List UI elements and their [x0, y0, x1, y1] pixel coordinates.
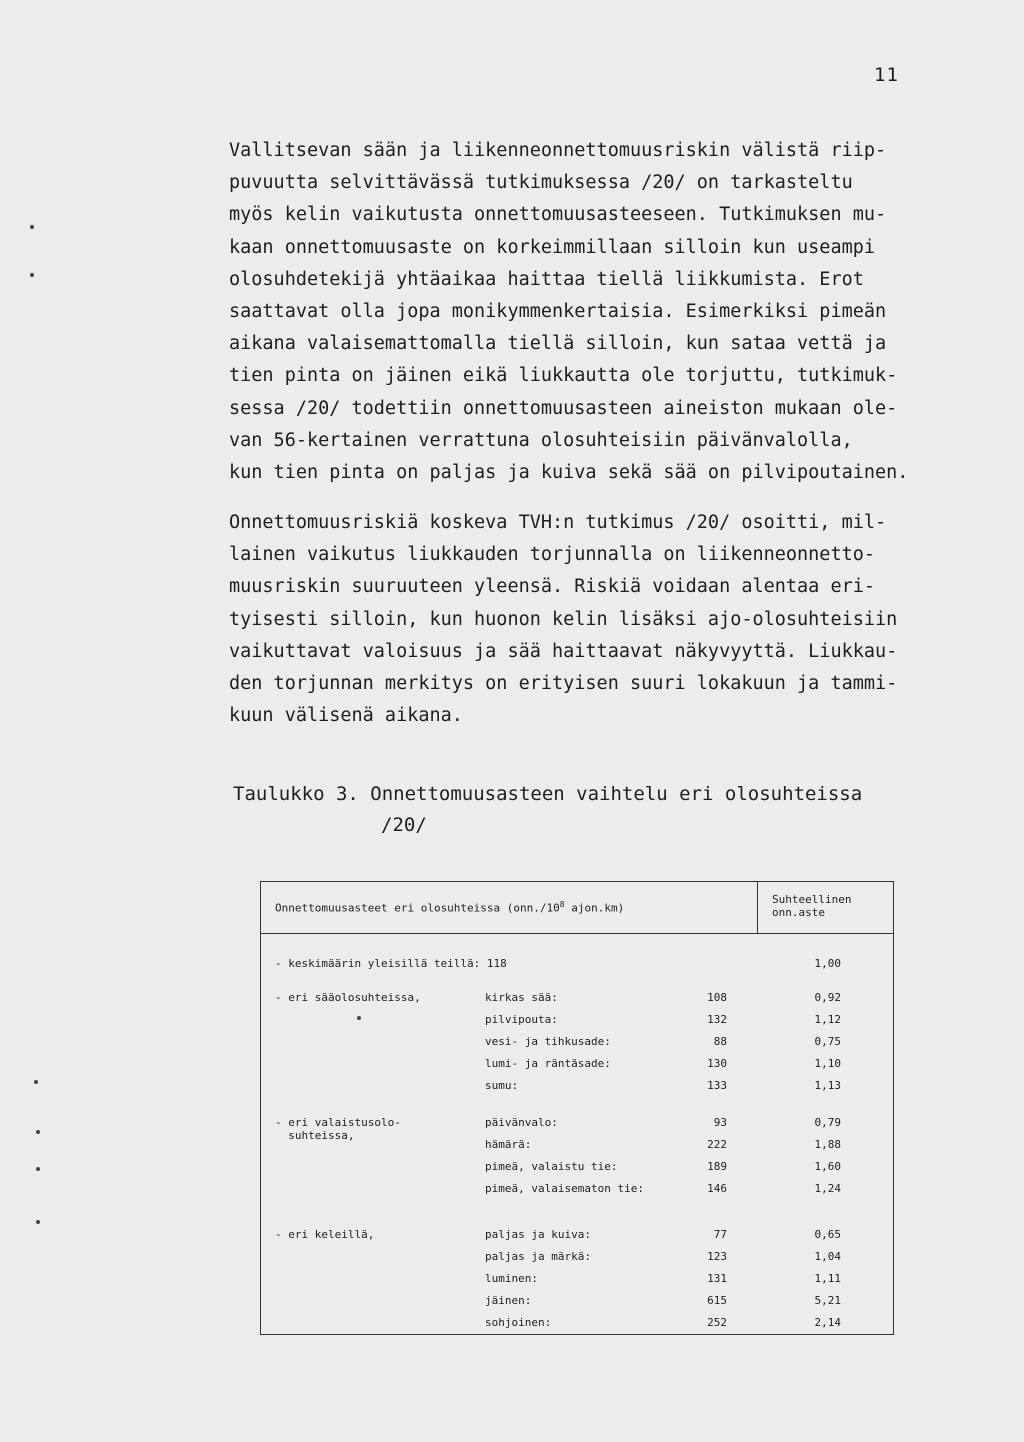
speck	[30, 273, 34, 277]
row-rate-value: 146	[707, 1182, 727, 1195]
row-condition-name: lumi- ja räntäsade:	[485, 1057, 611, 1070]
table-caption	[233, 779, 862, 841]
relative-rate-cell: 1,13	[814, 1079, 841, 1092]
relative-rate-cell: 5,21	[814, 1294, 841, 1307]
paragraph-line: tien pinta on jäinen eikä liukkautta ole torjuttu, tutkimuk-	[229, 365, 898, 387]
row-condition-name: vesi- ja tihkusade:	[485, 1035, 611, 1048]
row-condition-name: sohjoinen:	[485, 1316, 552, 1329]
relative-rate-cell: 2,14	[814, 1316, 841, 1329]
row-rate-value: 93	[713, 1116, 727, 1129]
relative-rate-cell: 1,00	[814, 957, 841, 970]
group-label: - eri keleillä,	[275, 1228, 375, 1241]
row-rate-value: 252	[707, 1316, 727, 1329]
caption-reference: /20/	[381, 814, 427, 836]
header-unit: ajon.km)	[564, 901, 625, 915]
row-condition-name: kirkas sää:	[485, 991, 558, 1004]
paragraph-line: kuun välisenä aikana.	[229, 705, 463, 727]
speck	[357, 1016, 361, 1020]
paragraph-line: muusriskin suuruuteen yleensä. Riskiä voidaan alentaa eri-	[229, 576, 876, 598]
speck	[36, 1130, 40, 1134]
row-condition-name: hämärä:	[485, 1138, 532, 1151]
paragraph-line: Vallitsevan sään ja liikenneonnettomuusriskin välistä riip-	[229, 140, 887, 161]
row-rate-value: 131	[707, 1272, 727, 1285]
speck	[36, 1167, 40, 1171]
group-label: - eri valaistusolo- suhteissa,	[275, 1116, 401, 1142]
relative-rate-cell: 1,60	[814, 1160, 841, 1173]
row-condition-name: päivänvalo:	[485, 1116, 558, 1129]
row-rate-value: 133	[707, 1079, 727, 1092]
row-rate-value: 189	[707, 1160, 727, 1173]
header-exponent: 8	[559, 900, 565, 909]
header-text: Onnettomuusasteet eri olosuhteissa (onn./10	[275, 901, 560, 915]
relative-rate-cell: 0,92	[814, 991, 841, 1004]
row-condition-name: luminen:	[485, 1272, 538, 1285]
paragraph-line: sessa /20/ todettiin onnettomuusasteen aineiston mukaan ole-	[229, 397, 898, 419]
paragraph-line: myös kelin vaikutusta onnettomuusasteeseen. Tutkimuksen mu-	[229, 204, 887, 226]
row-condition-name: pimeä, valaistu tie:	[485, 1160, 618, 1173]
row-rate-value: 130	[707, 1057, 727, 1070]
paragraph-line: van 56-kertainen verrattuna olosuhteisiin päivänvalolla,	[229, 429, 853, 451]
speck	[34, 1080, 38, 1084]
speck	[30, 225, 34, 229]
paragraph-line: tyisesti silloin, kun huonon kelin lisäksi ajo-olosuhteisiin	[229, 608, 898, 630]
header-relative-rate: Suhteellinen onn.aste	[772, 893, 852, 919]
accident-rate-table	[260, 881, 894, 1335]
paragraph-2	[229, 507, 989, 732]
paragraph-line: aikana valaisemattomalla tiellä silloin, kun sataa vettä ja	[229, 333, 887, 355]
paragraph-line: saattavat olla jopa monikymmenkertaisia. Esimerkiksi pimeän	[229, 301, 887, 323]
paragraph-line: kaan onnettomuusaste on korkeimmillaan silloin kun useampi	[229, 236, 876, 258]
relative-rate-cell: 1,88	[814, 1138, 841, 1151]
row-condition-name: pimeä, valaisematon tie:	[485, 1182, 644, 1195]
row-rate-value: 132	[707, 1013, 727, 1026]
relative-rate-cell: 1,11	[814, 1272, 841, 1285]
row-rate-value: 88	[713, 1035, 727, 1048]
page-number: 11	[874, 64, 899, 86]
paragraph-line: vaikuttavat valoisuus ja sää haittaavat näkyvyyttä. Liukkau-	[229, 640, 898, 662]
speck	[36, 1220, 40, 1224]
row-rate-value: 222	[707, 1138, 727, 1151]
caption-line: Taulukko 3. Onnettomuusasteen vaihtelu eri olosuhteissa	[233, 783, 863, 805]
paragraph-line: olosuhdetekijä yhtäaikaa haittaa tiellä liikkumista. Erot	[229, 268, 864, 290]
relative-rate-cell: 1,12	[814, 1013, 841, 1026]
row-condition-name: jäinen:	[485, 1294, 532, 1307]
relative-rate-cell: 0,65	[814, 1228, 841, 1241]
row-average-label: - keskimäärin yleisillä teillä: 118	[275, 957, 507, 970]
paragraph-line: kun tien pinta on paljas ja kuiva sekä sää on pilvipoutainen.	[229, 462, 909, 484]
header-divider	[261, 933, 893, 934]
row-rate-value: 123	[707, 1250, 727, 1263]
relative-rate-cell: 0,75	[814, 1035, 841, 1048]
header-column-divider	[757, 882, 758, 933]
header-accident-rates	[275, 900, 624, 915]
paragraph-1	[229, 135, 989, 489]
relative-rate-cell: 1,10	[814, 1057, 841, 1070]
row-rate-value: 108	[707, 991, 727, 1004]
paragraph-line: den torjunnan merkitys on erityisen suuri lokakuun ja tammi-	[229, 673, 898, 695]
row-rate-value: 615	[707, 1294, 727, 1307]
paragraph-line: Onnettomuusriskiä koskeva TVH:n tutkimus /20/ osoitti, mil-	[229, 512, 887, 533]
row-condition-name: paljas ja kuiva:	[485, 1228, 591, 1241]
relative-rate-cell: 1,04	[814, 1250, 841, 1263]
row-condition-name: sumu:	[485, 1079, 519, 1092]
group-label: - eri sääolosuhteissa,	[275, 991, 421, 1004]
paragraph-line: lainen vaikutus liukkauden torjunnalla on liikenneonnetto-	[229, 544, 876, 566]
relative-rate-cell: 0,79	[814, 1116, 841, 1129]
row-condition-name: pilvipouta:	[485, 1013, 558, 1026]
relative-rate-cell: 1,24	[814, 1182, 841, 1195]
row-rate-value: 77	[713, 1228, 727, 1241]
paragraph-line: puvuutta selvittävässä tutkimuksessa /20/ on tarkasteltu	[229, 172, 853, 194]
row-condition-name: paljas ja märkä:	[485, 1250, 591, 1263]
